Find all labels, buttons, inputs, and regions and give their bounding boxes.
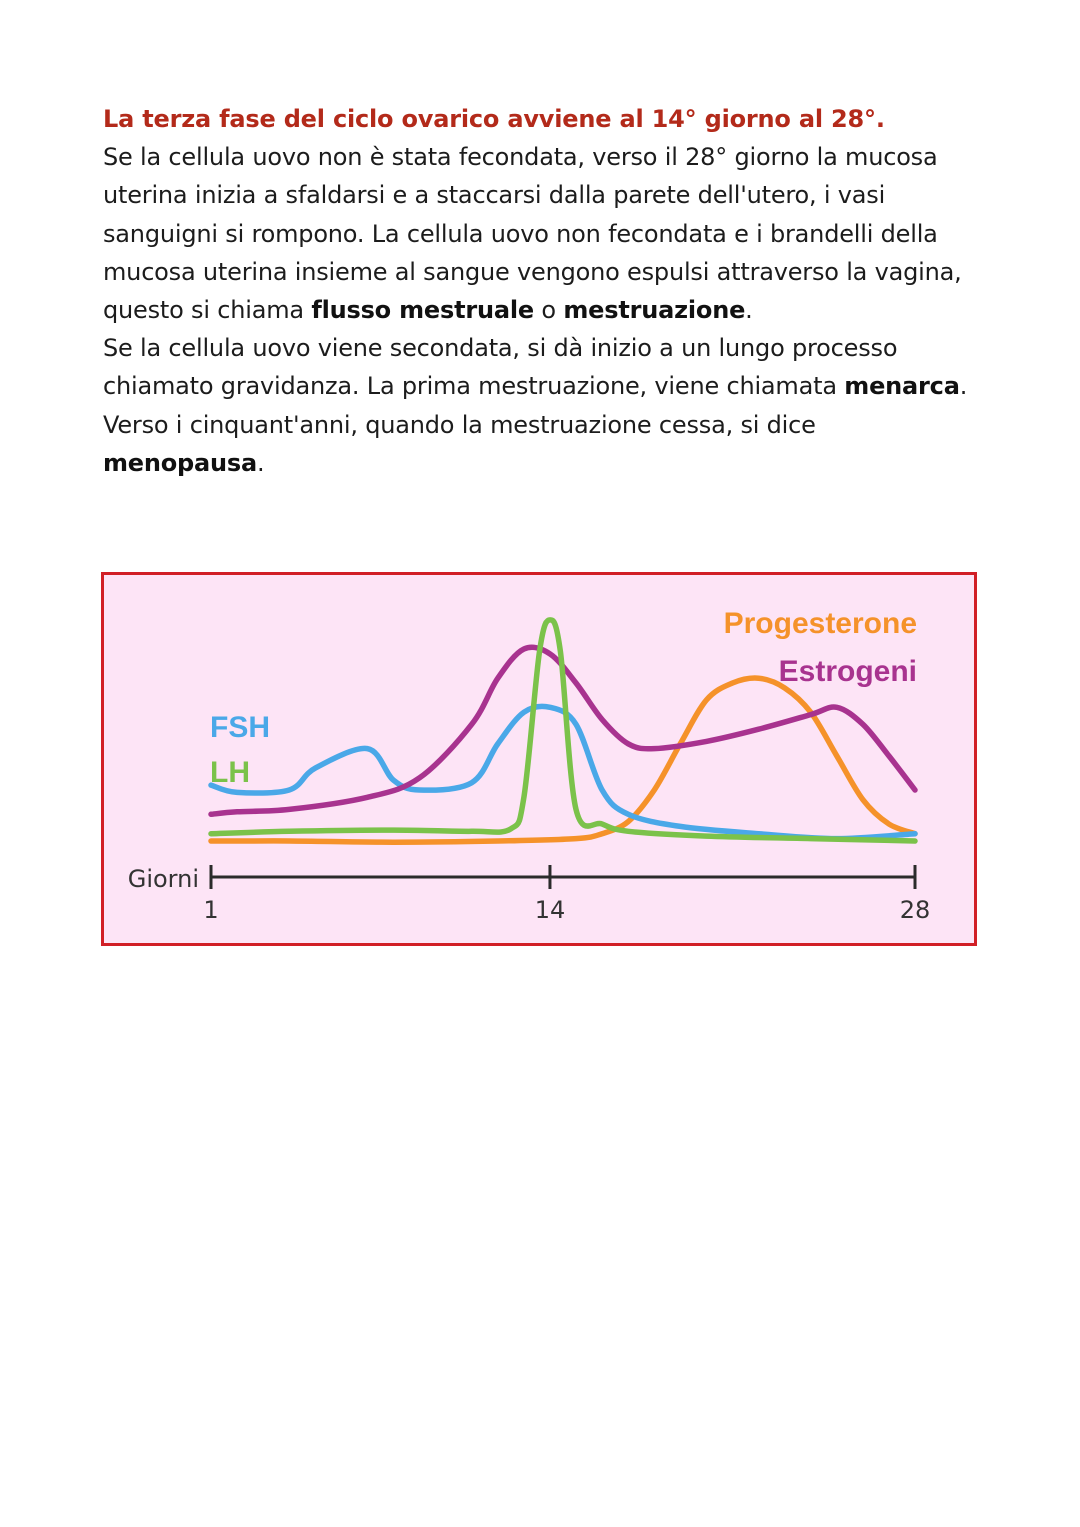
series-layer: [211, 620, 915, 842]
connector-text: . Verso i cinquant'anni, quando la mestruazione cessa, si dice: [103, 372, 968, 439]
paragraph-pregnancy: [103, 329, 983, 482]
x-axis-label: Giorni: [127, 865, 199, 893]
connector-text: o: [541, 296, 556, 325]
hormone-chart-figure: [101, 572, 977, 946]
legend-label-lh: LH: [210, 756, 250, 789]
term-flusso-mestruale: flusso mestruale: [311, 296, 534, 325]
paragraph-text: Se la cellula uovo non è stata fecondata, verso il 28° giorno la mucosa uterina inizia a sfaldarsi e a staccarsi dalla parete dell'utero, i vasi sanguigni si rompono. La cellula uovo non fecondata e i brandelli della mucosa uterina insieme al sangue vengono espulsi attraverso la vagina, questo si chiama: [103, 143, 962, 325]
x-tick-label-14: 14: [534, 896, 566, 924]
term-mestruazione: mestruazione: [563, 296, 746, 325]
x-tick-label-28: 28: [899, 896, 931, 924]
x-tick-label-1: 1: [203, 896, 219, 924]
term-menarca: menarca: [844, 372, 960, 401]
punctuation: .: [745, 296, 753, 325]
section-heading: La terza fase del ciclo ovarico avviene al 14° giorno al 28°.: [103, 105, 885, 133]
legend-label-estrogeni: Estrogeni: [778, 655, 917, 688]
term-menopausa: menopausa: [103, 448, 258, 477]
punctuation: .: [257, 448, 265, 477]
paragraph-menstruation: [103, 138, 983, 329]
legend-label-progesterone: Progesterone: [723, 607, 917, 640]
hormone-chart: [104, 575, 974, 943]
legend-label-fsh: FSH: [210, 711, 270, 744]
document-body: [103, 100, 983, 482]
x-axis: [128, 865, 931, 924]
series-line-fsh: [211, 706, 915, 838]
paragraph-text: Se la cellula uovo viene secondata, si dà inizio a un lungo processo chiamato gravidanza. La prima mestruazione, viene chiamata: [103, 334, 898, 401]
